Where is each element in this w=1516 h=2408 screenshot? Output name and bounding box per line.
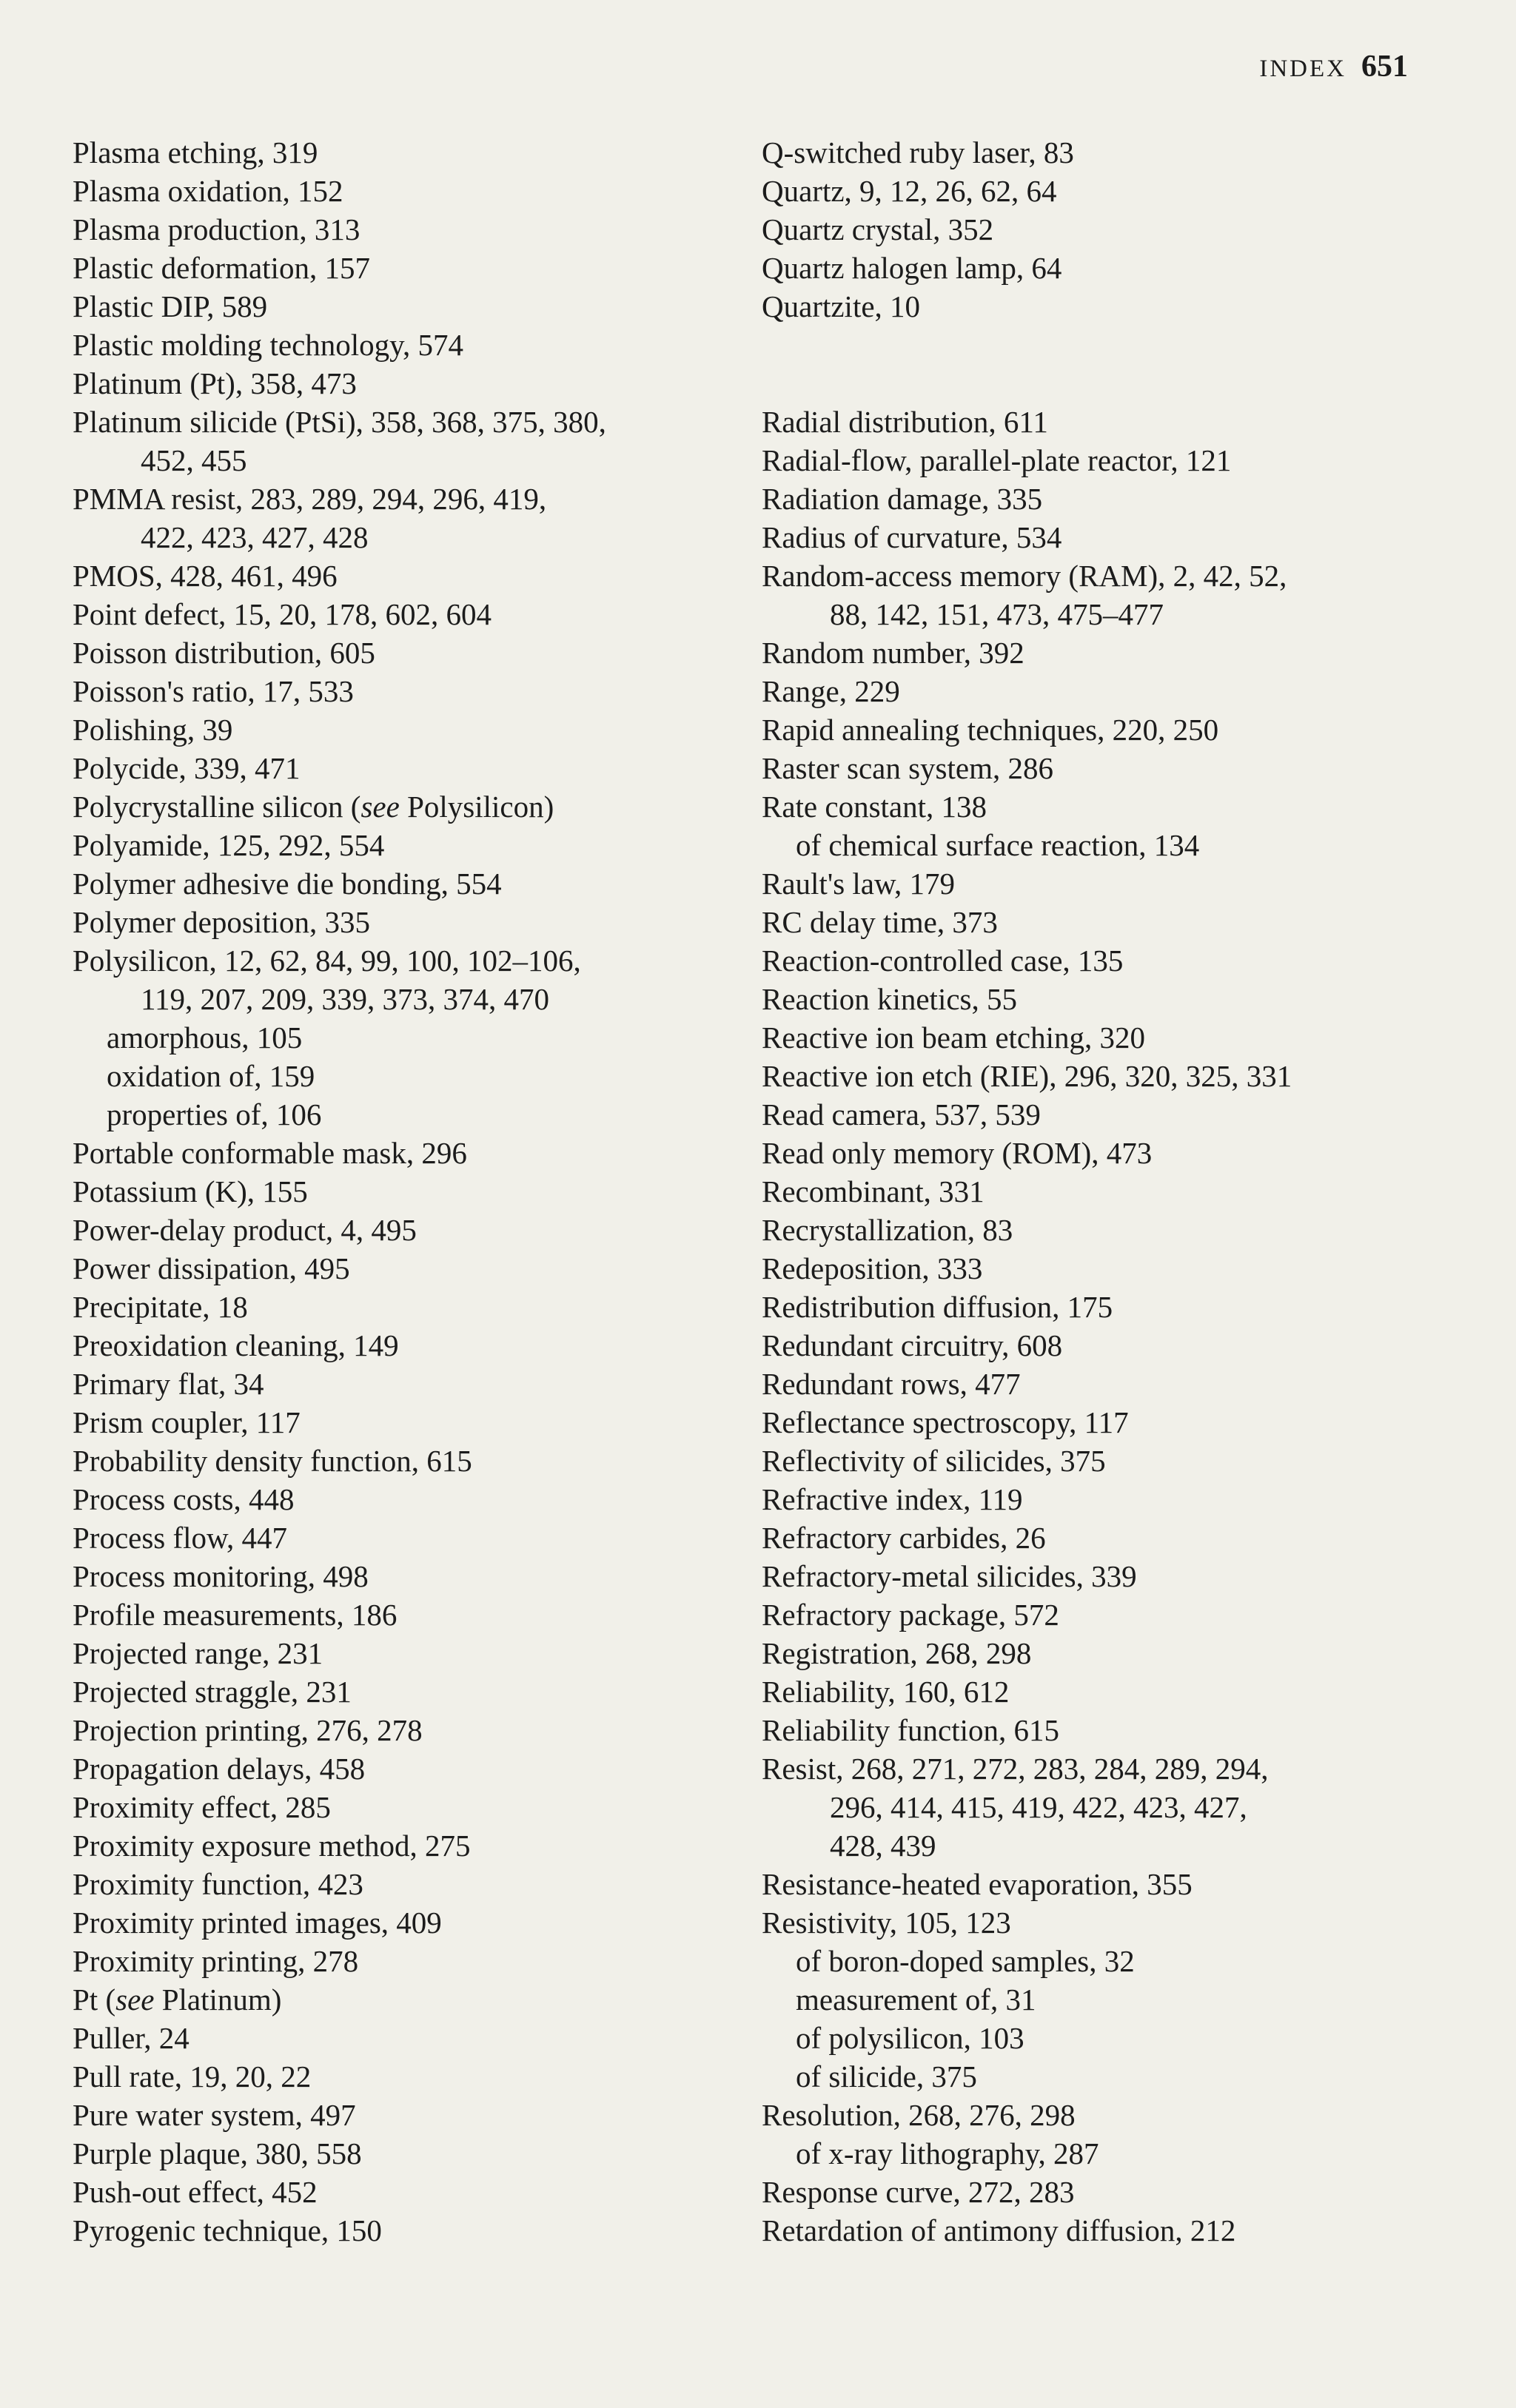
entry-text: Raster scan system, 286 [762, 751, 1053, 785]
entry-text: Range, 229 [762, 674, 900, 708]
index-entry [73, 326, 739, 364]
index-entry [762, 172, 1472, 210]
column-gap [762, 364, 1472, 403]
index-entry-continuation [762, 1826, 1472, 1865]
entry-text: PMMA resist, 283, 289, 294, 296, 419, [73, 482, 547, 516]
index-entry [762, 787, 1472, 826]
entry-text: Reliability function, 615 [762, 1713, 1059, 1747]
index-entry [73, 903, 739, 941]
entry-text: Polymer adhesive die bonding, 554 [73, 867, 502, 901]
index-entry [73, 2019, 739, 2057]
entry-text: Probability density function, 615 [73, 1444, 472, 1478]
index-entry [73, 2173, 739, 2211]
entry-text: Process flow, 447 [73, 1521, 288, 1555]
entry-text: Polycide, 339, 471 [73, 751, 301, 785]
index-entry [73, 1980, 739, 2019]
page-number: 651 [1361, 50, 1408, 84]
entry-text: Reactive ion beam etching, 320 [762, 1020, 1146, 1055]
index-entry [73, 787, 739, 826]
entry-text: Projected straggle, 231 [73, 1675, 352, 1709]
index-entry [762, 1634, 1472, 1672]
entry-text: Projection printing, 276, 278 [73, 1713, 423, 1747]
entry-text: Resist, 268, 271, 272, 283, 284, 289, 294, [762, 1752, 1269, 1786]
index-entry [73, 480, 739, 518]
entry-text: measurement of, 31 [796, 1982, 1036, 2017]
entry-text: Process monitoring, 498 [73, 1559, 369, 1593]
index-entry [73, 1711, 739, 1749]
index-entry [762, 403, 1472, 441]
index-entry-continuation [73, 518, 739, 556]
index-entry [762, 133, 1472, 172]
index-subentry [762, 2019, 1472, 2057]
index-entry [762, 287, 1472, 326]
index-subentry [73, 1057, 739, 1095]
entry-text: Poisson's ratio, 17, 533 [73, 674, 354, 708]
entry-text: Radial-flow, parallel-plate reactor, 121 [762, 443, 1232, 477]
index-entry [73, 1326, 739, 1365]
entry-text: Reflectance spectroscopy, 117 [762, 1405, 1129, 1439]
entry-text: Random number, 392 [762, 636, 1024, 670]
see-reference: see [115, 1982, 155, 2017]
index-entry [762, 903, 1472, 941]
entry-text: Resistivity, 105, 123 [762, 1906, 1011, 1940]
entry-text: Reaction kinetics, 55 [762, 982, 1017, 1016]
entry-text: Quartz crystal, 352 [762, 212, 994, 246]
entry-text: 422, 423, 427, 428 [141, 520, 369, 554]
entry-text: Polishing, 39 [73, 713, 233, 747]
entry-text: Reliability, 160, 612 [762, 1675, 1010, 1709]
index-entry [762, 1249, 1472, 1288]
entry-text: 296, 414, 415, 419, 422, 423, 427, [830, 1790, 1247, 1824]
index-entry [762, 480, 1472, 518]
entry-text: Potassium (K), 155 [73, 1174, 308, 1208]
entry-text: Polymer deposition, 335 [73, 905, 371, 939]
entry-text: Redundant circuitry, 608 [762, 1328, 1063, 1362]
entry-text: Pull rate, 19, 20, 22 [73, 2059, 312, 2093]
index-entry [762, 1095, 1472, 1134]
index-entry [762, 556, 1472, 595]
index-entry [73, 826, 739, 864]
index-entry [762, 1057, 1472, 1095]
index-subentry [762, 826, 1472, 864]
entry-text: Response curve, 272, 283 [762, 2175, 1075, 2209]
entry-text: Proximity printed images, 409 [73, 1906, 442, 1940]
index-entry [762, 1672, 1472, 1711]
entry-text: Platinum silicide (PtSi), 358, 368, 375, 380, [73, 405, 606, 439]
index-entry [73, 2134, 739, 2173]
see-target: Polysilicon) [399, 790, 554, 824]
entry-text: Recombinant, 331 [762, 1174, 985, 1208]
entry-text: Platinum (Pt), 358, 473 [73, 366, 357, 400]
index-entry [73, 1557, 739, 1595]
index-entry [762, 980, 1472, 1018]
entry-text: Pyrogenic technique, 150 [73, 2213, 382, 2247]
entry-text: Primary flat, 34 [73, 1367, 264, 1401]
entry-text: Redeposition, 333 [762, 1251, 983, 1285]
index-entry-continuation [73, 441, 739, 480]
index-entry [762, 2173, 1472, 2211]
index-entry [762, 864, 1472, 903]
index-entry [762, 2211, 1472, 2250]
entry-text: Pt (see Platinum) [73, 1982, 282, 2017]
index-entry [73, 595, 739, 633]
entry-text: Rault's law, 179 [762, 867, 955, 901]
entry-text: Rapid annealing techniques, 220, 250 [762, 713, 1219, 747]
index-entry [762, 518, 1472, 556]
entry-text: Q-switched ruby laser, 83 [762, 135, 1074, 169]
index-column-right [762, 133, 1472, 2250]
entry-text: Reaction-controlled case, 135 [762, 944, 1124, 978]
entry-text: Plastic DIP, 589 [73, 289, 268, 323]
entry-text: Reflectivity of silicides, 375 [762, 1444, 1106, 1478]
index-entry [762, 1595, 1472, 1634]
index-entry [73, 864, 739, 903]
entry-text: Power-delay product, 4, 495 [73, 1213, 417, 1247]
index-entry [73, 1865, 739, 1903]
index-entry [73, 1442, 739, 1480]
entry-text: of chemical surface reaction, 134 [796, 828, 1200, 862]
entry-text: Redistribution diffusion, 175 [762, 1290, 1113, 1324]
index-entry [762, 1326, 1472, 1365]
entry-text: Reactive ion etch (RIE), 296, 320, 325, 331 [762, 1059, 1292, 1093]
index-entry [73, 364, 739, 403]
entry-text: Refractory-metal silicides, 339 [762, 1559, 1137, 1593]
index-entry-continuation [762, 595, 1472, 633]
running-head: INDEX [1259, 56, 1346, 82]
index-entry [762, 1749, 1472, 1788]
index-column-left [73, 133, 739, 2250]
entry-text: Precipitate, 18 [73, 1290, 248, 1324]
entry-text: Profile measurements, 186 [73, 1598, 398, 1632]
index-entry [73, 1134, 739, 1172]
see-reference: see [360, 790, 400, 824]
index-entry-continuation [762, 1788, 1472, 1826]
entry-text: Registration, 268, 298 [762, 1636, 1032, 1670]
index-entry [73, 1249, 739, 1288]
index-entry [73, 133, 739, 172]
index-entry [73, 1634, 739, 1672]
entry-text: Read only memory (ROM), 473 [762, 1136, 1153, 1170]
entry-text: Proximity effect, 285 [73, 1790, 331, 1824]
index-entry [762, 1134, 1472, 1172]
index-entry [762, 749, 1472, 787]
index-entry [73, 1480, 739, 1519]
index-entry [73, 941, 739, 980]
index-entry [73, 2211, 739, 2250]
index-entry [762, 1172, 1472, 1211]
entry-text: Proximity printing, 278 [73, 1944, 359, 1978]
index-entry [73, 1172, 739, 1211]
entry-text: 88, 142, 151, 473, 475–477 [830, 597, 1164, 631]
entry-text: of polysilicon, 103 [796, 2021, 1024, 2055]
index-entry [762, 710, 1472, 749]
index-entry-continuation [73, 980, 739, 1018]
entry-text: Pure water system, 497 [73, 2098, 356, 2132]
entry-text: Power dissipation, 495 [73, 1251, 350, 1285]
index-entry [762, 672, 1472, 710]
index-entry [762, 1519, 1472, 1557]
entry-text: Plastic deformation, 157 [73, 251, 370, 285]
entry-text: PMOS, 428, 461, 496 [73, 559, 338, 593]
entry-text: Portable conformable mask, 296 [73, 1136, 467, 1170]
entry-text: Polycrystalline silicon (see Polysilicon) [73, 790, 554, 824]
entry-text: Refractive index, 119 [762, 1482, 1023, 1516]
index-entry [73, 287, 739, 326]
entry-text: Proximity exposure method, 275 [73, 1829, 471, 1863]
index-entry [73, 1903, 739, 1942]
index-entry [73, 633, 739, 672]
index-entry [762, 1865, 1472, 1903]
index-entry [73, 1365, 739, 1403]
index-entry [762, 1711, 1472, 1749]
index-subentry [762, 1980, 1472, 2019]
entry-text: Process costs, 448 [73, 1482, 295, 1516]
index-entry [762, 249, 1472, 287]
entry-text: Quartzite, 10 [762, 289, 921, 323]
index-entry [73, 749, 739, 787]
index-entry [73, 1788, 739, 1826]
entry-text: Poisson distribution, 605 [73, 636, 375, 670]
entry-text: Resistance-heated evaporation, 355 [762, 1867, 1193, 1901]
entry-text: Puller, 24 [73, 2021, 190, 2055]
index-entry [73, 1942, 739, 1980]
column-gap [762, 326, 1472, 364]
index-entry [762, 1480, 1472, 1519]
entry-text: Rate constant, 138 [762, 790, 987, 824]
entry-text: Polyamide, 125, 292, 554 [73, 828, 385, 862]
entry-text: Proximity function, 423 [73, 1867, 363, 1901]
entry-text: Propagation delays, 458 [73, 1752, 366, 1786]
entry-text: Plasma production, 313 [73, 212, 360, 246]
index-subentry [73, 1095, 739, 1134]
index-entry [762, 1365, 1472, 1403]
entry-text: Point defect, 15, 20, 178, 602, 604 [73, 597, 492, 631]
index-entry [762, 941, 1472, 980]
entry-text: 119, 207, 209, 339, 373, 374, 470 [141, 982, 549, 1016]
entry-text: RC delay time, 373 [762, 905, 998, 939]
entry-text: Read camera, 537, 539 [762, 1097, 1041, 1131]
index-entry [762, 1403, 1472, 1442]
index-entry [73, 1826, 739, 1865]
index-subentry [762, 2134, 1472, 2173]
entry-text: Radius of curvature, 534 [762, 520, 1062, 554]
entry-text: Prism coupler, 117 [73, 1405, 301, 1439]
index-entry [762, 1557, 1472, 1595]
entry-text: Polysilicon, 12, 62, 84, 99, 100, 102–106, [73, 944, 581, 978]
entry-text: Plasma etching, 319 [73, 135, 318, 169]
entry-text: 452, 455 [141, 443, 247, 477]
entry-text: properties of, 106 [107, 1097, 322, 1131]
index-entry [73, 1595, 739, 1634]
index-entry [73, 1749, 739, 1788]
index-entry [73, 1519, 739, 1557]
entry-text: Push-out effect, 452 [73, 2175, 318, 2209]
entry-text: Quartz, 9, 12, 26, 62, 64 [762, 174, 1057, 208]
entry-text: Resolution, 268, 276, 298 [762, 2098, 1076, 2132]
entry-text: Recrystallization, 83 [762, 1213, 1013, 1247]
index-subentry [73, 1018, 739, 1057]
entry-text: Quartz halogen lamp, 64 [762, 251, 1062, 285]
entry-text: Radial distribution, 611 [762, 405, 1048, 439]
entry-text: of boron-doped samples, 32 [796, 1944, 1135, 1978]
entry-text: Random-access memory (RAM), 2, 42, 52, [762, 559, 1287, 593]
entry-text: Refractory package, 572 [762, 1598, 1059, 1632]
index-entry [762, 1211, 1472, 1249]
index-entry [73, 1211, 739, 1249]
entry-text: Radiation damage, 335 [762, 482, 1043, 516]
index-entry [73, 403, 739, 441]
entry-text: Purple plaque, 380, 558 [73, 2136, 362, 2170]
index-entry [73, 172, 739, 210]
index-entry [762, 210, 1472, 249]
index-entry [73, 556, 739, 595]
entry-text: Redundant rows, 477 [762, 1367, 1021, 1401]
index-entry [73, 2096, 739, 2134]
index-entry [73, 249, 739, 287]
entry-text: of x-ray lithography, 287 [796, 2136, 1099, 2170]
index-entry [762, 633, 1472, 672]
entry-text: of silicide, 375 [796, 2059, 977, 2093]
index-entry [73, 2057, 739, 2096]
entry-text: Preoxidation cleaning, 149 [73, 1328, 399, 1362]
index-subentry [762, 1942, 1472, 1980]
index-entry [73, 1288, 739, 1326]
entry-text: Projected range, 231 [73, 1636, 323, 1670]
entry-text: Refractory carbides, 26 [762, 1521, 1046, 1555]
index-entry [73, 672, 739, 710]
entry-text: Plasma oxidation, 152 [73, 174, 343, 208]
index-entry [73, 710, 739, 749]
entry-text: Plastic molding technology, 574 [73, 328, 464, 362]
page-header [1259, 49, 1408, 84]
entry-text: 428, 439 [830, 1829, 936, 1863]
index-entry [73, 1403, 739, 1442]
entry-text: amorphous, 105 [107, 1020, 303, 1055]
index-entry [73, 210, 739, 249]
index-entry [762, 2096, 1472, 2134]
index-entry [762, 1903, 1472, 1942]
index-entry [762, 441, 1472, 480]
entry-text: Retardation of antimony diffusion, 212 [762, 2213, 1236, 2247]
index-entry [73, 1672, 739, 1711]
index-entry [762, 1442, 1472, 1480]
index-entry [762, 1018, 1472, 1057]
entry-text: oxidation of, 159 [107, 1059, 315, 1093]
index-subentry [762, 2057, 1472, 2096]
see-target: Platinum) [154, 1982, 282, 2017]
index-entry [762, 1288, 1472, 1326]
